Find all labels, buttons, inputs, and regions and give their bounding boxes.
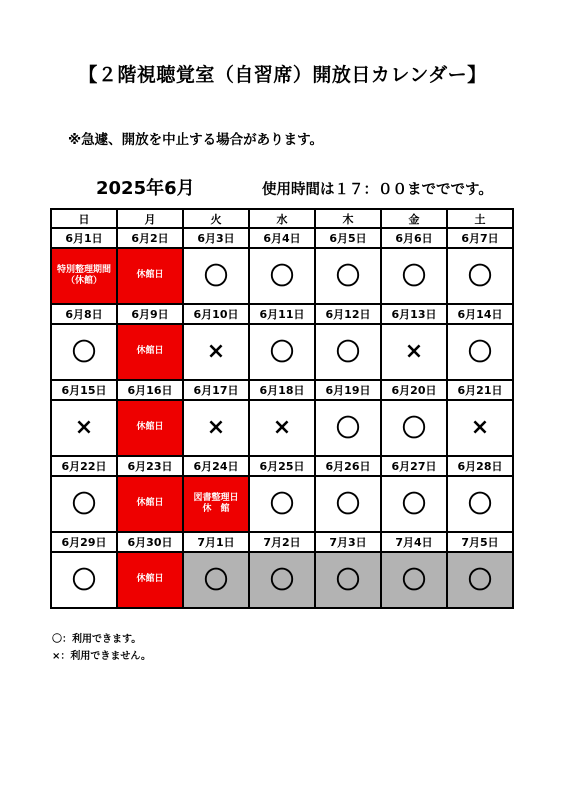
legend-unavailable: ×：利用できません。	[52, 651, 151, 662]
weekday-sun: 日	[51, 209, 117, 228]
outside-month-cell	[381, 552, 447, 608]
date-cell: 6月20日	[381, 380, 447, 400]
closed-label: 休館日	[136, 498, 164, 509]
date-cell: 6月1日	[51, 228, 117, 248]
available-mark: 〇	[72, 566, 96, 594]
calendar-table	[50, 208, 514, 609]
hours-text: 使用時間は１７：００まででです。	[262, 182, 493, 198]
date-cell: 6月18日	[249, 380, 315, 400]
available-mark: 〇	[402, 414, 426, 442]
available-mark: 〇	[468, 338, 492, 366]
date-cell: 6月25日	[249, 456, 315, 476]
date-cell: 7月1日	[183, 532, 249, 552]
available-mark: 〇	[402, 566, 426, 594]
date-cell: 6月14日	[447, 304, 513, 324]
date-cell: 6月7日	[447, 228, 513, 248]
outside-month-cell	[183, 552, 249, 608]
available-mark: 〇	[402, 490, 426, 518]
available-mark: 〇	[336, 490, 360, 518]
date-row	[51, 304, 513, 324]
unavailable-mark: ×	[272, 415, 292, 440]
date-cell: 6月21日	[447, 380, 513, 400]
closed-label: 休館日	[136, 574, 164, 585]
date-cell: 6月12日	[315, 304, 381, 324]
month-label: 2025年6月	[96, 178, 195, 199]
available-day-cell	[315, 324, 381, 380]
date-cell: 7月3日	[315, 532, 381, 552]
available-day-cell	[381, 476, 447, 532]
unavailable-day-cell	[249, 400, 315, 456]
available-mark: 〇	[270, 490, 294, 518]
closed-day-cell	[117, 248, 183, 304]
weekday-fri: 金	[381, 209, 447, 228]
closed-day-cell	[117, 400, 183, 456]
date-cell: 6月16日	[117, 380, 183, 400]
status-row	[51, 552, 513, 608]
closed-label: 休館日	[136, 422, 164, 433]
status-row	[51, 248, 513, 304]
date-cell: 6月29日	[51, 532, 117, 552]
date-cell: 6月9日	[117, 304, 183, 324]
date-cell: 6月3日	[183, 228, 249, 248]
closed-label: 休館日	[136, 346, 164, 357]
weekday-thu: 木	[315, 209, 381, 228]
page-title: 【２階視聴覚室（自習席）開放日カレンダー】	[78, 64, 487, 86]
date-cell: 6月8日	[51, 304, 117, 324]
outside-month-cell	[447, 552, 513, 608]
date-cell: 6月30日	[117, 532, 183, 552]
available-day-cell	[249, 324, 315, 380]
available-day-cell	[183, 248, 249, 304]
calendar-body	[51, 228, 513, 608]
date-row	[51, 228, 513, 248]
available-mark: 〇	[204, 262, 228, 290]
date-cell: 6月10日	[183, 304, 249, 324]
available-mark: 〇	[468, 490, 492, 518]
date-row	[51, 456, 513, 476]
unavailable-mark: ×	[206, 339, 226, 364]
closed-day-cell	[51, 248, 117, 304]
available-mark: 〇	[204, 566, 228, 594]
available-day-cell	[315, 248, 381, 304]
unavailable-day-cell	[183, 400, 249, 456]
available-mark: 〇	[336, 566, 360, 594]
available-day-cell	[381, 248, 447, 304]
available-mark: 〇	[72, 490, 96, 518]
available-day-cell	[447, 324, 513, 380]
closed-day-cell	[183, 476, 249, 532]
status-row	[51, 476, 513, 532]
available-day-cell	[249, 476, 315, 532]
unavailable-mark: ×	[206, 415, 226, 440]
unavailable-day-cell	[447, 400, 513, 456]
available-mark: 〇	[270, 262, 294, 290]
available-day-cell	[447, 248, 513, 304]
available-day-cell	[315, 400, 381, 456]
date-cell: 6月22日	[51, 456, 117, 476]
outside-month-cell	[249, 552, 315, 608]
date-cell: 6月11日	[249, 304, 315, 324]
date-cell: 7月5日	[447, 532, 513, 552]
date-cell: 6月4日	[249, 228, 315, 248]
status-row	[51, 324, 513, 380]
status-row	[51, 400, 513, 456]
unavailable-day-cell	[183, 324, 249, 380]
closed-label: 図書整理日 休 館	[193, 492, 239, 514]
unavailable-day-cell	[381, 324, 447, 380]
available-mark: 〇	[402, 262, 426, 290]
available-mark: 〇	[336, 338, 360, 366]
date-cell: 6月26日	[315, 456, 381, 476]
date-cell: 6月6日	[381, 228, 447, 248]
legend-open: 〇：利用できます。	[52, 634, 142, 645]
weekday-header-row	[51, 209, 513, 228]
outside-month-cell	[315, 552, 381, 608]
available-day-cell	[447, 476, 513, 532]
weekday-wed: 水	[249, 209, 315, 228]
weekday-tue: 火	[183, 209, 249, 228]
date-cell: 6月5日	[315, 228, 381, 248]
available-day-cell	[51, 476, 117, 532]
date-cell: 6月23日	[117, 456, 183, 476]
available-day-cell	[381, 400, 447, 456]
available-day-cell	[51, 552, 117, 608]
date-cell: 6月24日	[183, 456, 249, 476]
unavailable-mark: ×	[74, 415, 94, 440]
date-cell: 7月2日	[249, 532, 315, 552]
unavailable-mark: ×	[470, 415, 490, 440]
date-cell: 6月27日	[381, 456, 447, 476]
available-day-cell	[249, 248, 315, 304]
notice-text: ※急遽、開放を中止する場合があります。	[68, 132, 324, 148]
date-cell: 6月28日	[447, 456, 513, 476]
date-row	[51, 380, 513, 400]
unavailable-mark: ×	[404, 339, 424, 364]
available-mark: 〇	[336, 414, 360, 442]
weekday-mon: 月	[117, 209, 183, 228]
date-cell: 6月17日	[183, 380, 249, 400]
available-mark: 〇	[468, 262, 492, 290]
closed-label: 特別整理期間 （休館）	[56, 264, 111, 286]
closed-day-cell	[117, 476, 183, 532]
date-cell: 6月2日	[117, 228, 183, 248]
date-cell: 6月19日	[315, 380, 381, 400]
available-mark: 〇	[270, 566, 294, 594]
closed-label: 休館日	[136, 270, 164, 281]
date-cell: 6月13日	[381, 304, 447, 324]
available-mark: 〇	[270, 338, 294, 366]
available-mark: 〇	[468, 566, 492, 594]
date-cell: 7月4日	[381, 532, 447, 552]
available-mark: 〇	[72, 338, 96, 366]
unavailable-day-cell	[51, 400, 117, 456]
date-row	[51, 532, 513, 552]
weekday-sat: 土	[447, 209, 513, 228]
available-day-cell	[51, 324, 117, 380]
available-mark: 〇	[336, 262, 360, 290]
closed-day-cell	[117, 324, 183, 380]
date-cell: 6月15日	[51, 380, 117, 400]
closed-day-cell	[117, 552, 183, 608]
available-day-cell	[315, 476, 381, 532]
